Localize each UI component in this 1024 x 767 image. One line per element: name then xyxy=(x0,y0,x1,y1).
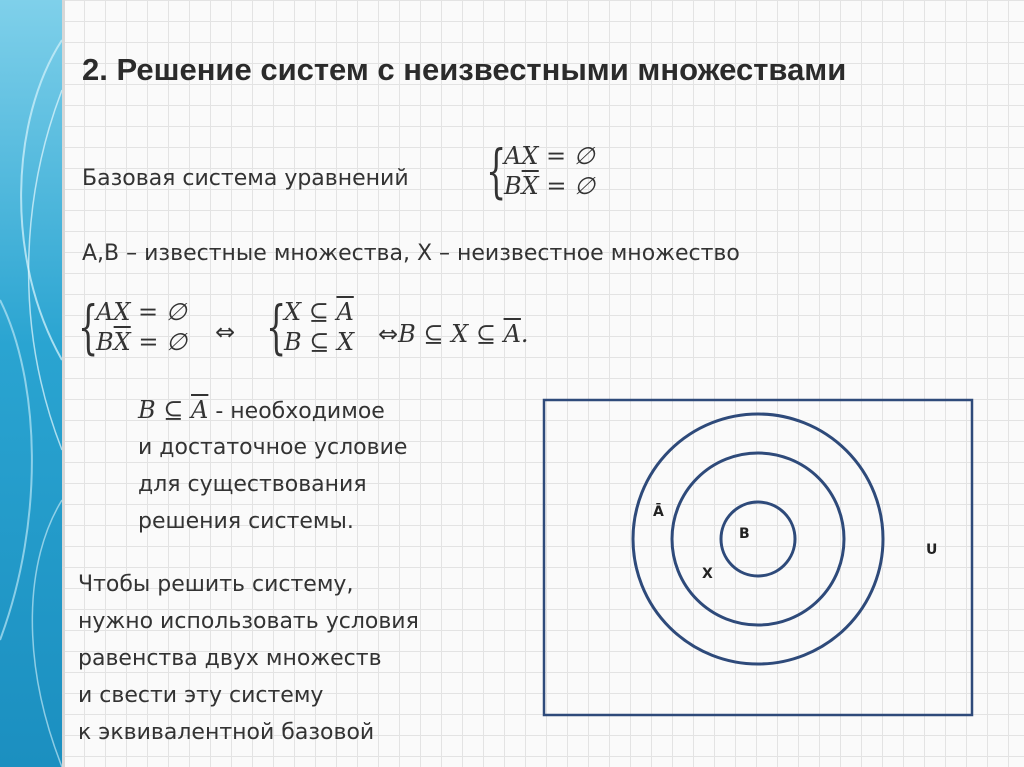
equivalence-right-system xyxy=(266,293,355,361)
swirl-decoration xyxy=(0,0,62,767)
base-eq-1: AX = ∅ xyxy=(504,142,595,170)
label-x: X xyxy=(702,566,713,582)
instruction-line: Чтобы решить систему, xyxy=(78,572,354,597)
side-band-edge xyxy=(62,0,65,767)
system-brace-icon: { xyxy=(486,137,507,205)
b-circle xyxy=(721,502,795,576)
condition-line-3: для существования xyxy=(138,472,367,497)
equivalence-left-system xyxy=(78,293,188,361)
condition-line-2: и достаточное условие xyxy=(138,435,408,460)
condition-line-4: решения системы. xyxy=(138,509,354,534)
base-system-equations xyxy=(486,137,596,205)
base-system-label: Базовая система уравнений xyxy=(82,166,409,191)
diagram-svg xyxy=(540,396,980,721)
euler-diagram xyxy=(540,396,980,725)
equiv-right-eq-1: X ⊆ $\overline{A}$ xyxy=(284,298,354,326)
x-circle xyxy=(672,453,844,625)
equiv-left-eq-2: $B\overline{X}$ = ∅ xyxy=(96,328,188,356)
instruction-line: нужно использовать условия xyxy=(78,609,419,634)
equivalence-arrow-1: ⇔ xyxy=(215,318,236,346)
system-brace-icon: { xyxy=(78,293,99,361)
base-eq-2: $B\overline{X}$ = ∅ xyxy=(504,172,596,200)
label-u: U xyxy=(926,542,938,558)
label-b: B xyxy=(739,526,750,542)
decorative-side-band xyxy=(0,0,62,767)
instruction-line: равенства двух множеств xyxy=(78,646,382,671)
slide-title: 2. Решение систем с неизвестными множествами xyxy=(82,52,847,87)
equiv-left-eq-1: AX = ∅ xyxy=(96,298,187,326)
instructions-paragraph xyxy=(78,566,419,751)
condition-line-1: B ⊆ $\overline{A}$ - необходимое xyxy=(138,396,385,424)
instruction-line: к эквивалентной базовой xyxy=(78,720,375,745)
known-sets-line: A,B – известные множества, X – неизвестное множество xyxy=(82,241,740,266)
system-brace-icon: { xyxy=(266,293,287,361)
final-condition: ⇔B ⊆ X ⊆ $\overline{A}$. xyxy=(378,320,529,348)
equiv-right-eq-2: B ⊆ X xyxy=(284,328,355,356)
universe-rectangle xyxy=(544,400,972,715)
condition-paragraph xyxy=(138,392,407,540)
instruction-line: и свести эту систему xyxy=(78,683,324,708)
label-a-bar: Ā xyxy=(653,504,664,520)
